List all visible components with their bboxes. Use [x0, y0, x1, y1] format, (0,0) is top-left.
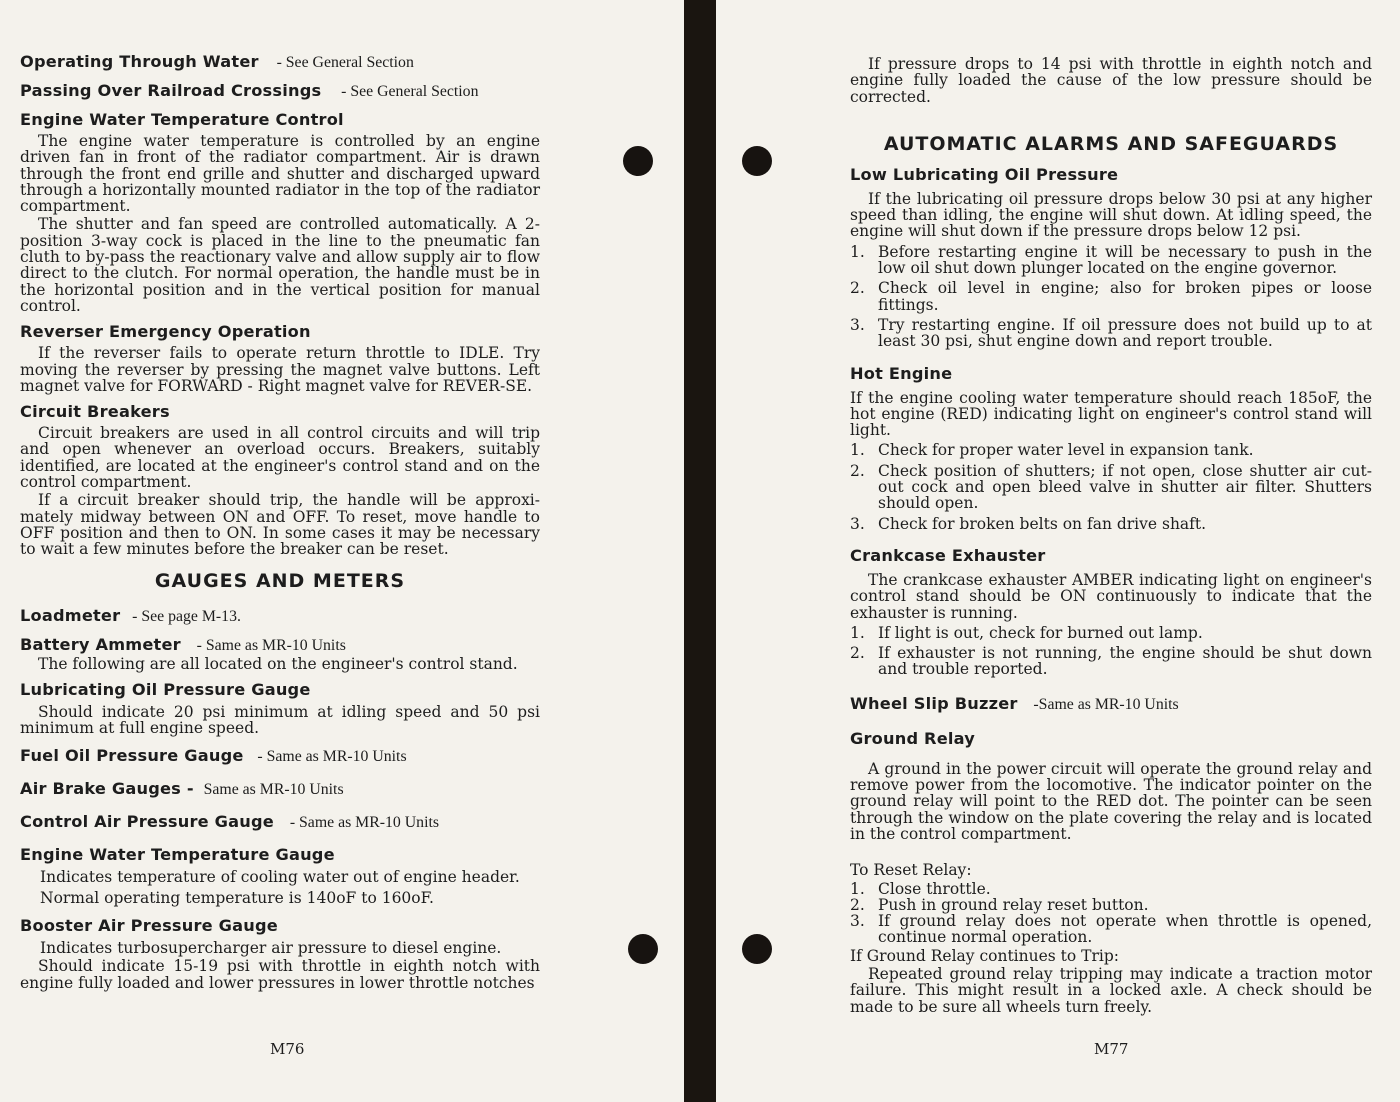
left-page — [0, 0, 684, 1102]
binder-hole-top-right — [742, 146, 772, 176]
low-oil-pressure-paragraph: If the lubricating oil pressure drops below 30 psi at any higher speed than idling, the engine will shut down. At idling speed, the engine will shut down if the pressure drops below 12 psi. — [850, 189, 1372, 241]
water-temp-gauge-line-2: Normal operating temperature is 140oF to 160oF. — [40, 888, 434, 907]
heading-text: Wheel Slip Buzzer — [850, 693, 1018, 713]
section-reference: -Same as MR-10 Units — [1033, 695, 1179, 713]
water-temp-gauge-line-1: Indicates temperature of cooling water out of engine header. — [40, 868, 520, 887]
crankcase-exhauster-paragraph: The crankcase exhauster AMBER indicating light on engineer's control stand should be ON continuously to indicate that the exhauster is running. — [850, 570, 1372, 622]
air-brake-gauges-heading — [20, 779, 540, 800]
crankcase-exhauster-heading: Crankcase Exhauster — [850, 545, 1046, 565]
heading-text: Control Air Pressure Gauge — [20, 812, 274, 832]
left-column — [20, 48, 540, 991]
water-temp-gauge-heading: Engine Water Temperature Gauge — [20, 845, 335, 865]
passing-crossings-heading — [20, 81, 540, 102]
operating-through-water-heading — [20, 52, 540, 73]
water-temp-control-paragraph-2: The shutter and fan speed are controlled automatically. A 2-position 3-way cock is placed in the line to the pneumatic fan cluth to by-pass the reactionary valve and allow supply air to flow direct to the clutch. For normal operation, the handle must be in the horizontal position and in the vertical position for manual control. — [20, 215, 540, 315]
lube-oil-gauge-heading: Lubricating Oil Pressure Gauge — [20, 679, 311, 699]
page-number-right: M77 — [1094, 1040, 1129, 1058]
list-item: 1. Check for proper water level in expansion tank. — [850, 441, 1254, 460]
heading-text: Passing Over Railroad Crossings — [20, 81, 322, 100]
wheel-slip-heading — [850, 694, 1372, 715]
list-item: 3. If ground relay does not operate when throttle is opened, continue normal operation. — [850, 912, 1372, 947]
ground-relay-paragraph: A ground in the power circuit will operate the ground relay and remove power from the locomotive. The indicator pointer on the ground relay will point to the RED dot. The pointer can be seen through the window on the plate covering the relay and is located in the control compartment. — [850, 759, 1372, 843]
binder-hole-bottom-right — [742, 934, 772, 964]
heading-text: Battery Ammeter — [20, 634, 181, 654]
reverser-heading: Reverser Emergency Operation — [20, 322, 311, 342]
list-item: 2. Check oil level in engine; also for broken pipes or loose fittings. — [850, 279, 1372, 314]
section-reference: - Same as MR-10 Units — [196, 636, 346, 654]
lube-oil-gauge-paragraph: Should indicate 20 psi minimum at idling speed and 50 psi minimum at full engine speed. — [20, 702, 540, 738]
reset-relay-steps — [850, 881, 1372, 946]
heading-text: Fuel Oil Pressure Gauge — [20, 746, 244, 766]
list-item: 2. Check position of shutters; if not open, close shutter air cut-out cock and open bleed valve in shutter air filter. Shutters should open. — [850, 461, 1372, 513]
circuit-breakers-paragraph-2: If a circuit breaker should trip, the handle will be approxi-mately midway between ON and OFF. To reset, move handle to OFF position and then to ON. In some cases it may be necessary to wait a few minutes before the breaker can be reset. — [20, 491, 540, 559]
list-item: 3. Check for broken belts on fan drive shaft. — [850, 514, 1207, 533]
right-column — [850, 48, 1372, 1015]
battery-ammeter-heading — [20, 635, 540, 656]
low-oil-steps — [850, 244, 1372, 350]
circuit-breakers-heading: Circuit Breakers — [20, 402, 170, 422]
page-number-left: M76 — [270, 1040, 305, 1058]
section-reference: - See General Section — [276, 54, 414, 71]
fuel-oil-gauge-heading — [20, 746, 540, 767]
loadmeter-heading — [20, 606, 540, 627]
ground-relay-tripping-paragraph: Repeated ground relay tripping may indicate a traction motor failure. This might result in a locked axle. A check should be made to be sure all wheels turn freely. — [850, 964, 1372, 1016]
right-page — [716, 0, 1400, 1102]
booster-gauge-heading: Booster Air Pressure Gauge — [20, 916, 278, 936]
water-temp-control-heading: Engine Water Temperature Control — [20, 110, 344, 129]
section-reference: - See General Section — [341, 83, 479, 100]
heading-text: Air Brake Gauges - — [20, 779, 194, 799]
page-gutter — [684, 0, 716, 1102]
list-item: 3. Try restarting engine. If oil pressure does not build up to at least 30 psi, shut engine down and report trouble. — [850, 315, 1372, 351]
gauges-meters-heading: GAUGES AND METERS — [154, 569, 406, 592]
section-reference: Same as MR-10 Units — [203, 781, 344, 799]
pressure-intro-paragraph: If pressure drops to 14 psi with throttle in eighth notch and engine fully loaded the cause of the low pressure should be corrected. — [850, 55, 1372, 106]
crankcase-steps — [850, 625, 1372, 678]
section-reference: - Same as MR-10 Units — [257, 748, 407, 766]
reset-relay-label: To Reset Relay: — [850, 861, 972, 880]
list-item: 1. If light is out, check for burned out lamp. — [850, 623, 1203, 642]
heading-text: Loadmeter — [20, 605, 121, 625]
control-air-gauge-heading — [20, 812, 540, 833]
list-item: 1. Close throttle. — [850, 879, 991, 898]
hot-engine-paragraph: If the engine cooling water temperature should reach 185oF, the hot engine (RED) indicating light on engineer's control stand will light. — [850, 388, 1372, 440]
section-reference: - Same as MR-10 Units — [289, 814, 439, 832]
heading-text: Operating Through Water — [20, 52, 259, 71]
section-reference: - See page M-13. — [132, 607, 241, 625]
binder-hole-bottom-left — [628, 934, 658, 964]
hot-engine-heading: Hot Engine — [850, 363, 953, 383]
booster-gauge-paragraph: Should indicate 15-19 psi with throttle in eighth notch with engine fully loaded and lower pressures in lower throttle notches — [20, 957, 540, 992]
binder-hole-top-left — [623, 146, 653, 176]
reverser-paragraph: If the reverser fails to operate return throttle to IDLE. Try moving the reverser by pressing the magnet valve buttons. Left magnet valve for FORWARD - Right magnet valve for REVER-SE. — [20, 344, 540, 395]
battery-ammeter-paragraph: The following are all located on the engineer's control stand. — [38, 654, 518, 673]
booster-gauge-line-1: Indicates turbosupercharger air pressure to diesel engine. — [40, 939, 502, 958]
hot-engine-steps — [850, 442, 1372, 531]
alarms-safeguards-heading: AUTOMATIC ALARMS AND SAFEGUARDS — [883, 132, 1339, 155]
low-oil-pressure-heading: Low Lubricating Oil Pressure — [850, 164, 1119, 184]
list-item: 1. Before restarting engine it will be necessary to push in the low oil shut down plunger located on the engine governor. — [850, 242, 1372, 278]
list-item: 2. If exhauster is not running, the engine should be shut down and trouble reported. — [850, 644, 1372, 679]
water-temp-control-paragraph-1: The engine water temperature is controlled by an engine driven fan in front of the radiator compartment. Air is drawn through the front end grille and shutter and discharged upward through a horizontally mounted radiator in the top of the radiator compartment. — [20, 132, 540, 216]
circuit-breakers-paragraph-1: Circuit breakers are used in all control circuits and will trip and open whenever an overload occurs. Breakers, suitably identified, are located at the engineer's control stand and on the control compartment. — [20, 424, 540, 492]
list-item: 2. Push in ground relay reset button. — [850, 895, 1149, 914]
ground-relay-continues-label: If Ground Relay continues to Trip: — [850, 946, 1119, 965]
ground-relay-heading: Ground Relay — [850, 728, 976, 748]
